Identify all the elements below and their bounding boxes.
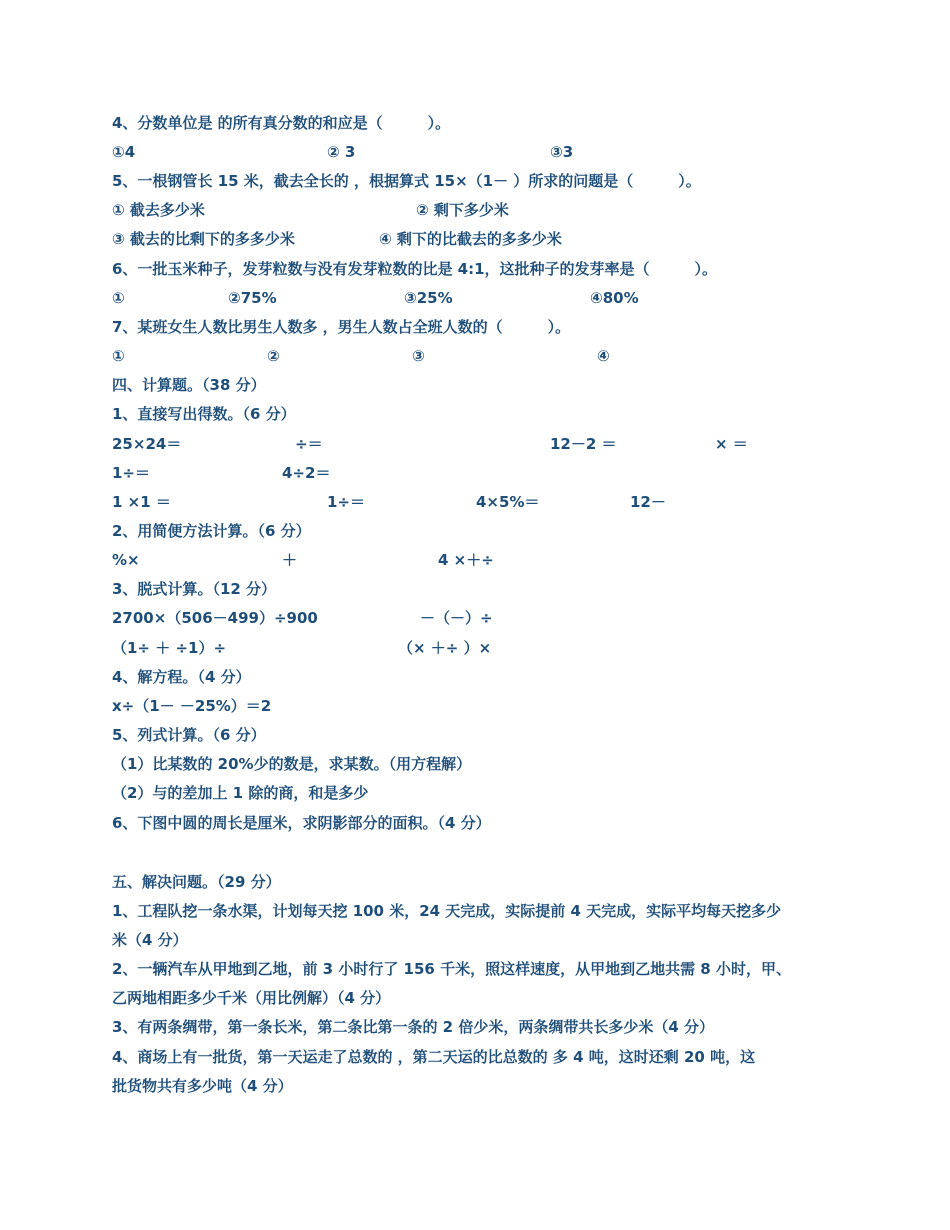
word-calc-1: （1）比某数的 20%少的数是，求某数。（用方程解） [112,755,472,773]
calc-1-3: 12－2 ＝ [550,435,617,453]
q7-option-1: ① [112,347,125,365]
q6-stem: 6、一批玉米种子，发芽粒数与没有发芽粒数的比是 4:1，这批种子的发芽率是（ ）。 [112,260,718,278]
calc-3-3: 4×5%＝ [476,493,540,511]
part-1-title: 1、直接写出得数。（6 分） [112,405,296,423]
q5-option-4: ④ 剩下的比截去的多多少米 [379,230,562,248]
calc-2-2: 4÷2＝ [282,464,331,482]
calc-3-4: 12－ [630,493,666,511]
calc-2-1: 1÷＝ [112,464,151,482]
calc-1-1: 25×24＝ [112,435,182,453]
problem-2-line-1: 2、一辆汽车从甲地到乙地，前 3 小时行了 156 千米，照这样速度，从甲地到乙地共需 8 小时，甲、 [112,960,791,978]
calc-3-2: 1÷＝ [327,493,366,511]
q5-stem: 5、一根钢管长 15 米，截去全长的 ，根据算式 15×（1－ ）所求的问题是（ ）。 [112,172,701,190]
q6-option-1: ① [112,289,125,307]
stepwise-1: 2700×（506－499）÷900 [112,609,318,627]
stepwise-2: －（－）÷ [420,609,493,627]
q7-stem: 7、某班女生人数比男生人数多 ，男生人数占全班人数的（ ）。 [112,318,571,336]
stepwise-4: （× ＋÷ ）× [398,639,492,657]
part-2-title: 2、用简便方法计算。（6 分） [112,522,311,540]
problem-4-line-2: 批货物共有多少吨（4 分） [112,1077,293,1095]
problem-1-line-1: 1、工程队挖一条水渠，计划每天挖 100 米，24 天完成，实际提前 4 天完成，实际平均每天挖多少 [112,902,782,920]
problem-1-line-2: 米（4 分） [112,931,188,949]
q5-option-2: ② 剩下多少米 [416,201,509,219]
q6-option-2: ②75% [228,289,277,307]
q5-option-1: ① 截去多少米 [112,201,205,219]
q7-option-4: ④ [597,347,610,365]
problem-3: 3、有两条绸带，第一条长米，第二条比第一条的 2 倍少米，两条绸带共长多少米（4 分） [112,1018,714,1036]
word-calc-2: （2）与的差加上 1 除的商，和是多少 [112,784,369,802]
simplify-1: %× [112,551,140,569]
q4-option-2: ② 3 [327,143,356,161]
section-4-title: 四、计算题。（38 分） [112,376,266,394]
q6-option-4: ④80% [590,289,639,307]
q5-option-3: ③ 截去的比剩下的多多少米 [112,230,295,248]
simplify-2: ＋ [282,551,298,569]
calc-3-1: 1 ×1 ＝ [112,493,171,511]
part-6-title: 6、下图中圆的周长是厘米，求阴影部分的面积。（4 分） [112,814,491,832]
q7-option-2: ② [267,347,280,365]
part-3-title: 3、脱式计算。（12 分） [112,580,277,598]
q4-stem: 4、分数单位是 的所有真分数的和应是（ ）。 [112,114,451,132]
q7-option-3: ③ [412,347,425,365]
problem-2-line-2: 乙两地相距多少千米（用比例解）（4 分） [112,989,391,1007]
q4-option-3: ③3 [550,143,574,161]
q4-option-1: ①4 [112,143,136,161]
calc-1-2: ÷＝ [295,435,323,453]
problem-4-line-1: 4、商场上有一批货，第一天运走了总数的 ，第二天运的比总数的 多 4 吨，这时还剩 20 吨，这 [112,1048,756,1066]
q6-option-3: ③25% [404,289,453,307]
stepwise-3: （1÷ ＋ ÷1）÷ [112,639,227,657]
calc-1-4: × ＝ [715,435,748,453]
equation: x÷（1－ －25%）＝2 [112,697,272,715]
part-5-title: 5、列式计算。（6 分） [112,726,266,744]
section-5-title: 五、解决问题。（29 分） [112,873,281,891]
part-4-title: 4、解方程。（4 分） [112,668,251,686]
simplify-3: 4 ×＋÷ [438,551,494,569]
